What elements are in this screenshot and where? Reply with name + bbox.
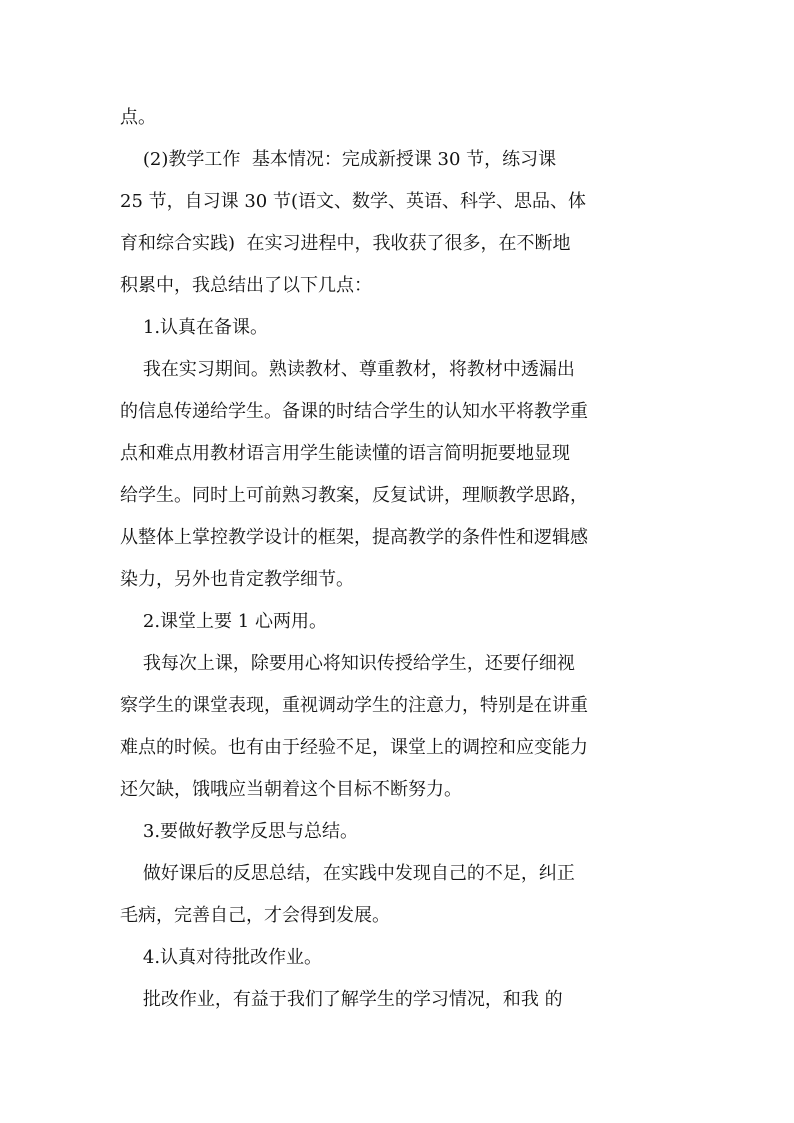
text-line: 染力，另外也肯定教学细节。 [120,569,354,590]
text-line: 我每次上课，除要用心将知识传授给学生，还要仔细视 [120,653,575,674]
text-line: 做好课后的反思总结，在实践中发现自己的不足，纠正 [120,863,575,884]
text-line: 还欠缺，饿哦应当朝着这个目标不断努力。 [120,779,462,800]
text-line: 的信息传递给学生。备课的时结合学生的认知水平将教学重 [120,401,588,422]
text-line: (2)教学工作 基本情况：完成新授课 30 节，练习课 [120,149,557,170]
section-heading: 1.认真在备课。 [120,317,269,338]
text-line: 批改作业，有益于我们了解学生的学习情况，和我 的 [120,989,563,1010]
section-heading: 2.课堂上要 1 心两用。 [120,611,327,632]
section-heading: 4.认真对待批改作业。 [120,947,323,968]
text-line: 给学生。同时上可前熟习教案，反复试讲，理顺教学思路， [120,485,588,506]
text-line: 点和难点用教材语言用学生能读懂的语言简明扼要地显现 [120,443,570,464]
text-line: 育和综合实践) 在实习进程中，我收获了很多，在不断地 [120,233,571,254]
text-line: 25 节，自习课 30 节(语文、数学、英语、科学、思品、体 [120,191,586,212]
text-line: 难点的时候。也有由于经验不足，课堂上的调控和应变能力 [120,737,588,758]
text-line: 点。 [120,107,156,128]
text-line: 察学生的课堂表现，重视调动学生的注意力，特别是在讲重 [120,695,588,716]
text-line: 我在实习期间。熟读教材、尊重教材，将教材中透漏出 [120,359,575,380]
text-line: 从整体上掌控教学设计的框架，提高教学的条件性和逻辑感 [120,527,588,548]
text-line: 积累中，我总结出了以下几点： [120,275,372,296]
text-line: 毛病，完善自己，才会得到发展。 [120,905,390,926]
section-heading: 3.要做好教学反思与总结。 [120,821,359,842]
